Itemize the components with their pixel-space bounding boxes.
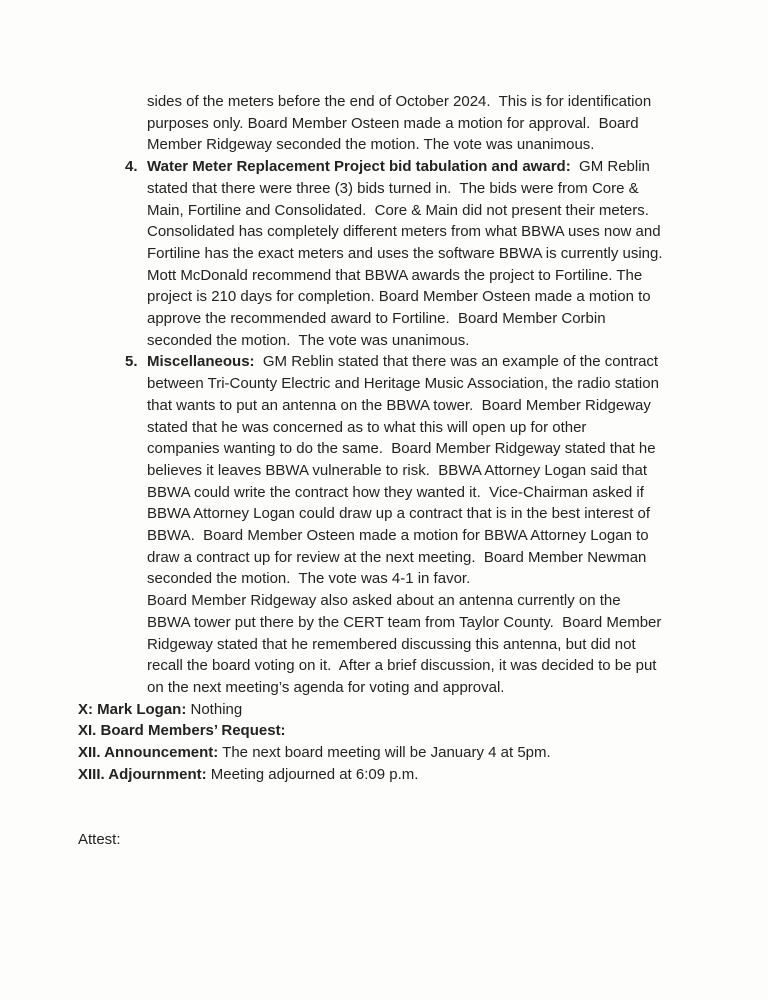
list-item-5-number: 5. xyxy=(125,353,138,371)
list-item-4-label: Water Meter Replacement Project bid tabulation and award: xyxy=(147,158,571,176)
continuation-paragraph-text: sides of the meters before the end of October 2024. This is for identification purposes only. Board Member Osteen made a motion for approval. Board Member Ridgeway seconded the motion. The vote was unanimous. xyxy=(147,93,656,154)
attest-label: Attest: xyxy=(78,830,121,848)
list-item-5-body xyxy=(147,351,666,698)
agenda-line-xiii-text: Meeting adjourned at 6:09 p.m. xyxy=(206,765,419,783)
list-item-4-number: 4. xyxy=(125,158,138,176)
list-item-5-label: Miscellaneous: xyxy=(147,353,255,371)
list-item-5-text: GM Reblin stated that there was an example of the contract between Tri-County Electric and Heritage Music Association, the radio station that wants to put an antenna on the BBWA tower. Board Member Ridgeway stated that he was concerned as to what this will open up for other companies wanting to do the same. Board Member Ridgeway stated that he believes it leaves BBWA vulnerable to risk. BBWA Attorney Logan said that BBWA could write the contract how they wanted it. Vice-Chairman asked if BBWA Attorney Logan could draw up a contract that is in the best interest of BBWA. Board Member Osteen made a motion for BBWA Attorney Logan to draw a contract up for review at the next meeting. Board Member Newman seconded the motion. The vote was 4-1 in favor. xyxy=(147,353,664,588)
agenda-line-xii xyxy=(78,742,684,764)
agenda-section xyxy=(78,699,684,786)
agenda-line-xiii-label: XIII. Adjournment: xyxy=(78,765,207,783)
agenda-line-xii-label: XII. Announcement: xyxy=(78,744,219,762)
list-item-4-body xyxy=(147,156,671,351)
agenda-line-xii-text: The next board meeting will be January 4 at 5pm. xyxy=(218,744,551,762)
agenda-line-x xyxy=(78,699,684,721)
list-item-4 xyxy=(125,156,684,351)
agenda-line-x-label: X: Mark Logan: xyxy=(78,700,187,718)
list-item-5-text2: Board Member Ridgeway also asked about an antenna currently on the BBWA tower put there by the CERT team from Taylor County. Board Member Ridgeway stated that he remembered discussing this antenna, but did not recall the board voting on it. After a brief discussion, it was decided to be put on the next meeting’s agenda for voting and approval. xyxy=(147,592,666,696)
agenda-line-x-text: Nothing xyxy=(186,700,243,718)
list-item-5 xyxy=(125,351,684,698)
continuation-paragraph xyxy=(147,91,663,156)
list-item-4-text: GM Reblin stated that there were three (3) bids turned in. The bids were from Core & Main, Fortiline and Consolidated. Core & Main did not present their meters. Consolidated has completely different meters from what BBWA uses now and Fortiline has the exact meters and uses the software BBWA is currently using. Mott McDonald recommend that BBWA awards the project to Fortiline. The project is 210 days for completion. Board Member Osteen made a motion to approve the recommended award to Fortiline. Board Member Corbin seconded the motion. The vote was unanimous. xyxy=(147,158,671,349)
list-item-4-paragraph xyxy=(147,156,671,351)
list-item-5-paragraph-1 xyxy=(147,351,663,590)
agenda-line-xiii xyxy=(78,764,684,786)
agenda-line-xi xyxy=(78,720,684,742)
document-content xyxy=(78,91,684,850)
list-item-5-paragraph-2 xyxy=(147,590,666,699)
agenda-line-xi-label: XI. Board Members’ Request: xyxy=(78,722,286,740)
